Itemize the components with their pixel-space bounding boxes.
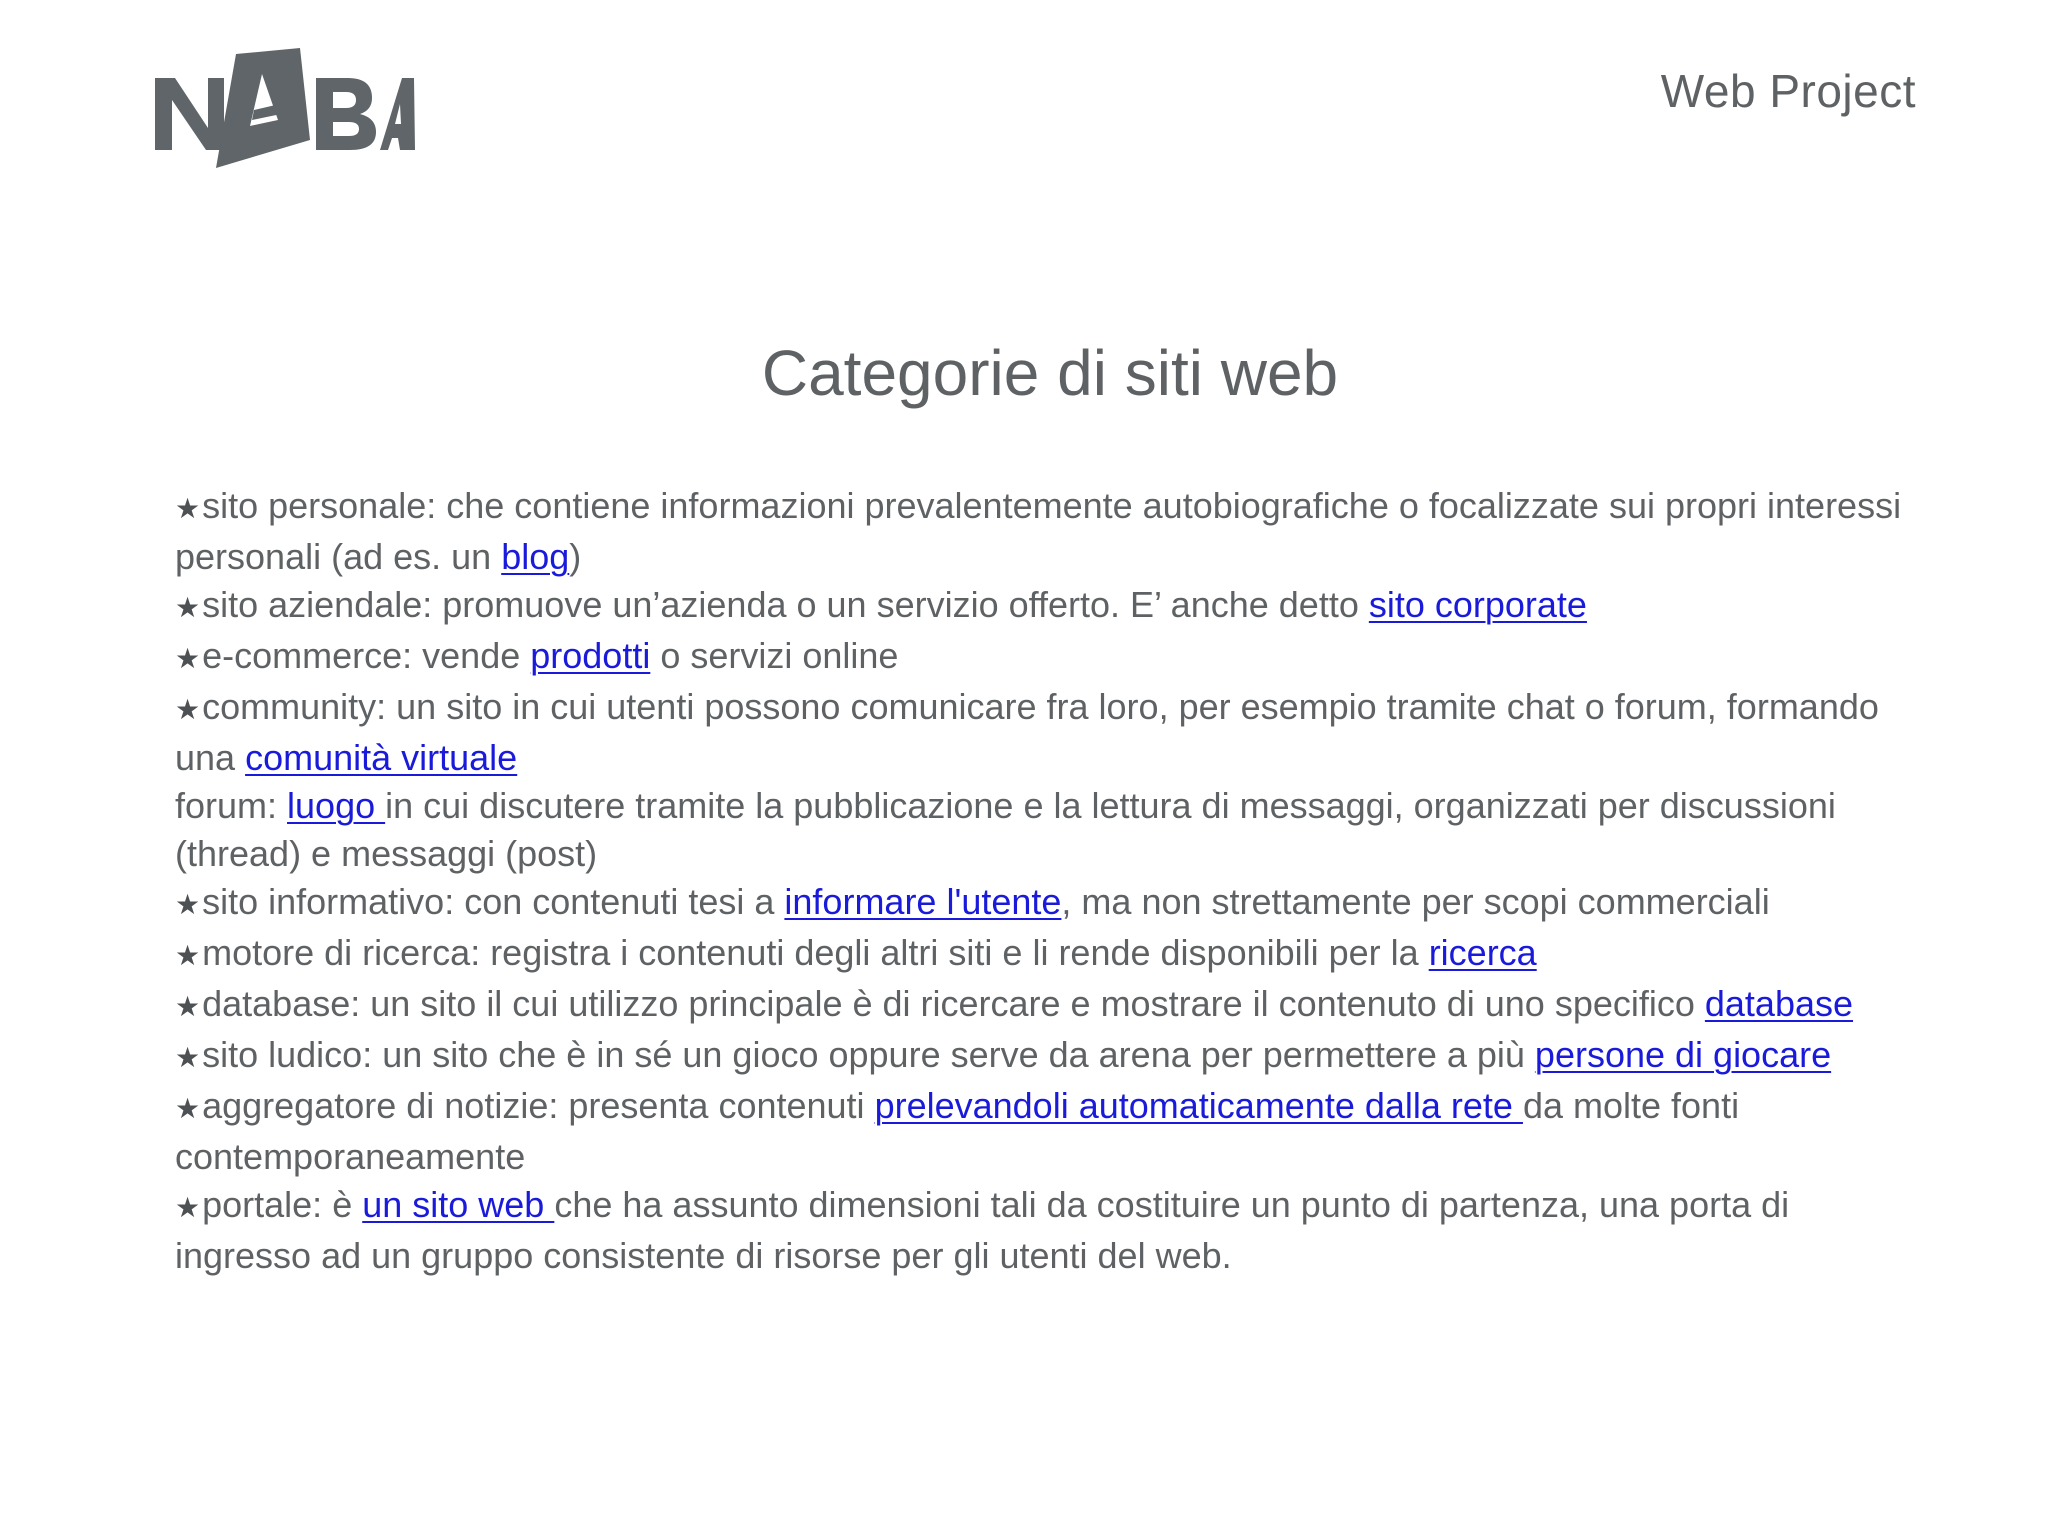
list-item (175, 878, 1915, 929)
item-text: sito personale: che contiene informazioni prevalentemente autobiografiche o focalizzate sui propri interessi personali (ad es. un (175, 485, 1902, 577)
item-text: che ha assunto dimensioni tali da costituire un punto di partenza, una porta di ingresso ad un gruppo consistente di risorse per gli utenti del web. (175, 1184, 1790, 1276)
hyperlink[interactable]: prodotti (530, 635, 651, 676)
item-text: sito informativo: con contenuti tesi a (202, 881, 785, 922)
category-list (175, 482, 1915, 1280)
item-text: , ma non strettamente per scopi commerciali (1061, 881, 1770, 922)
hyperlink[interactable]: informare l'utente (784, 881, 1062, 922)
star-icon: ★ (175, 643, 201, 674)
list-item (175, 683, 1915, 782)
list-item (175, 1181, 1915, 1280)
hyperlink[interactable]: luogo (287, 785, 386, 826)
item-text: database: un sito il cui utilizzo principale è di ricercare e mostrare il contenuto di uno specifico (202, 983, 1705, 1024)
star-icon: ★ (175, 694, 201, 725)
star-icon: ★ (175, 1093, 201, 1124)
naba-logo (150, 48, 415, 173)
item-text: sito aziendale: promuove un’azienda o un servizio offerto. E’ anche detto (202, 584, 1369, 625)
hyperlink[interactable]: sito corporate (1368, 584, 1587, 625)
hyperlink[interactable]: comunità virtuale (245, 737, 518, 778)
star-icon: ★ (175, 1192, 201, 1223)
hyperlink[interactable]: blog (501, 536, 570, 577)
star-icon: ★ (175, 1042, 201, 1073)
list-item (175, 1031, 1915, 1082)
item-text: e-commerce: vende (202, 635, 531, 676)
item-text: community: un sito in cui utenti possono comunicare fra loro, per esempio tramite chat o forum, formando una (175, 686, 1879, 778)
slide-title: Categorie di siti web (761, 337, 1339, 409)
item-text: aggregatore di notizie: presenta contenuti (202, 1085, 875, 1126)
header-title: Web Project (1660, 65, 1916, 117)
list-item (175, 632, 1915, 683)
item-text: portale: è (202, 1184, 363, 1225)
hyperlink[interactable]: ricerca (1428, 932, 1537, 973)
item-text: da molte fonti contemporaneamente (175, 1085, 1740, 1177)
hyperlink[interactable]: prelevandoli automaticamente dalla rete (874, 1085, 1523, 1126)
star-icon: ★ (175, 991, 201, 1022)
list-item (175, 482, 1915, 581)
item-text: motore di ricerca: registra i contenuti degli altri siti e li rende disponibili per la (202, 932, 1429, 973)
list-item (175, 1082, 1915, 1181)
star-icon: ★ (175, 493, 201, 524)
item-text: o servizi online (650, 635, 899, 676)
list-item (175, 980, 1915, 1031)
list-item (175, 929, 1915, 980)
item-text: in cui discutere tramite la pubblicazione e la lettura di messaggi, organizzati per discussioni (thread) e messaggi (post) (175, 785, 1836, 874)
item-text: forum: (175, 785, 288, 826)
item-text: sito ludico: un sito che è in sé un gioco oppure serve da arena per permettere a più (202, 1034, 1535, 1075)
hyperlink[interactable]: database (1704, 983, 1854, 1024)
hyperlink[interactable]: persone di giocare (1534, 1034, 1832, 1075)
list-item (175, 782, 1915, 878)
list-item (175, 581, 1915, 632)
star-icon: ★ (175, 592, 201, 623)
star-icon: ★ (175, 889, 201, 920)
star-icon: ★ (175, 940, 201, 971)
item-text: ) (569, 536, 582, 577)
hyperlink[interactable]: un sito web (362, 1184, 555, 1225)
